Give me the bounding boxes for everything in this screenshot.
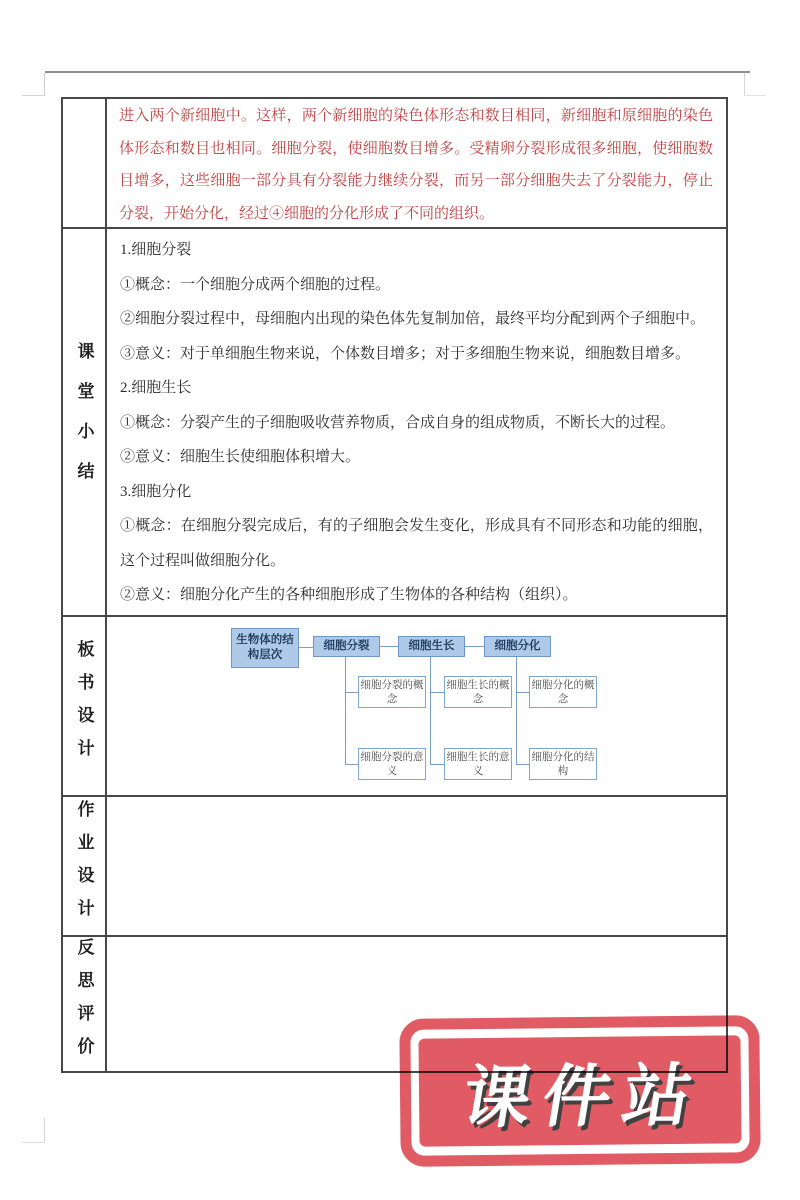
connector-line — [430, 764, 444, 765]
summary-line[interactable]: ①概念：在细胞分裂完成后，有的子细胞会发生变化，形成具有不同形态和功能的细胞，这个过程叫做细胞分化。 — [120, 518, 713, 569]
flow-node-cell-division[interactable]: 细胞分裂 — [313, 636, 380, 657]
summary-line[interactable]: 3.细胞分化 — [120, 483, 192, 500]
connector-line — [345, 764, 358, 765]
summary-line[interactable]: ②意义：细胞分化产生的各种细胞形成了生物体的各种结构（组织）。 — [120, 587, 578, 603]
connector-line — [299, 647, 313, 648]
flow-node-growth-meaning[interactable]: 细胞生长的意义 — [444, 748, 512, 780]
continuation-text-cell[interactable] — [107, 99, 726, 227]
page-top-boundary-line — [45, 71, 750, 73]
flow-node-cell-growth[interactable]: 细胞生长 — [398, 636, 465, 657]
class-summary-label: 课堂小结 — [74, 342, 94, 502]
reflection-evaluation-label: 反思评价 — [74, 938, 94, 1070]
summary-line[interactable]: ③意义：对于单细胞生物来说，个体数目增多；对于多细胞生物来说，细胞数目增多。 — [120, 345, 691, 362]
table-row — [63, 99, 726, 229]
table-row — [63, 229, 726, 617]
flow-node-division-meaning[interactable]: 细胞分裂的意义 — [358, 748, 426, 780]
margin-corner-bottom-left-tick — [22, 1142, 45, 1143]
flow-node-division-concept[interactable]: 细胞分裂的概念 — [358, 676, 426, 708]
summary-line[interactable]: ②细胞分裂过程中，母细胞内出现的染色体先复制加倍，最终平均分配到两个子细胞中。 — [120, 311, 706, 327]
flow-node-differentiation-concept[interactable]: 细胞分化的概念 — [529, 676, 597, 708]
margin-corner-top-right-tick — [744, 95, 766, 96]
row-label-empty-cell[interactable] — [63, 99, 107, 227]
margin-corner-top-left-tick — [22, 95, 45, 96]
connector-line — [516, 764, 529, 765]
flow-node-root[interactable]: 生物体的结构层次 — [231, 628, 299, 668]
summary-line[interactable]: ②意义：细胞生长使细胞体积增大。 — [120, 449, 361, 465]
board-design-label: 板书设计 — [74, 640, 94, 772]
summary-line[interactable]: 1.细胞分裂 — [120, 242, 192, 258]
connector-line — [430, 692, 444, 693]
connector-line — [516, 657, 517, 764]
summary-line[interactable]: 2.细胞生长 — [120, 380, 192, 396]
table-row — [63, 617, 726, 797]
stamp-background — [418, 1035, 741, 1146]
homework-design-cell[interactable] — [107, 797, 726, 935]
kejianzhan-stamp — [399, 1015, 761, 1167]
lesson-plan-table — [61, 97, 728, 1073]
summary-line[interactable]: ①概念：一个细胞分成两个细胞的过程。 — [120, 276, 391, 293]
continuation-paragraph[interactable]: 进入两个新细胞中。这样，两个新细胞的染色体形态和数目相同，新细胞和原细胞的染色体形态和数目也相同。细胞分裂，使细胞数目增多。受精卵分裂形成很多细胞，使细胞数目增多，这些细胞一部分具有分裂能力继续分裂，而另一部分细胞失去了分裂能力，停止分裂，开始分化，经过④细胞的分化形成了不同的组织。 — [119, 108, 713, 222]
margin-corner-bottom-left — [44, 1118, 45, 1142]
connector-line — [345, 657, 346, 764]
summary-line[interactable]: ①概念：分裂产生的子细胞吸收营养物质，合成自身的组成物质，不断长大的过程。 — [120, 414, 676, 431]
board-design-cell[interactable] — [107, 617, 726, 795]
connector-line — [465, 646, 484, 647]
margin-corner-top-right — [744, 73, 745, 96]
connector-line — [430, 657, 431, 764]
stamp-text: 课件站 — [456, 1057, 710, 1136]
connector-line — [516, 692, 529, 693]
connector-line — [380, 646, 398, 647]
table-row — [63, 797, 726, 937]
row-label-board-design[interactable] — [63, 617, 107, 795]
row-label-class-summary[interactable] — [63, 229, 107, 615]
board-design-flowchart — [107, 617, 726, 795]
homework-design-label: 作业设计 — [74, 800, 94, 932]
flow-node-differentiation-structure[interactable]: 细胞分化的结构 — [529, 748, 597, 780]
flow-node-cell-differentiation[interactable]: 细胞分化 — [484, 636, 551, 657]
margin-corner-top-left — [44, 73, 45, 96]
row-label-homework-design[interactable] — [63, 797, 107, 935]
flow-node-growth-concept[interactable]: 细胞生长的概念 — [444, 676, 512, 708]
class-summary-cell[interactable] — [107, 229, 726, 615]
row-label-reflection-evaluation[interactable] — [63, 937, 107, 1071]
connector-line — [345, 692, 358, 693]
